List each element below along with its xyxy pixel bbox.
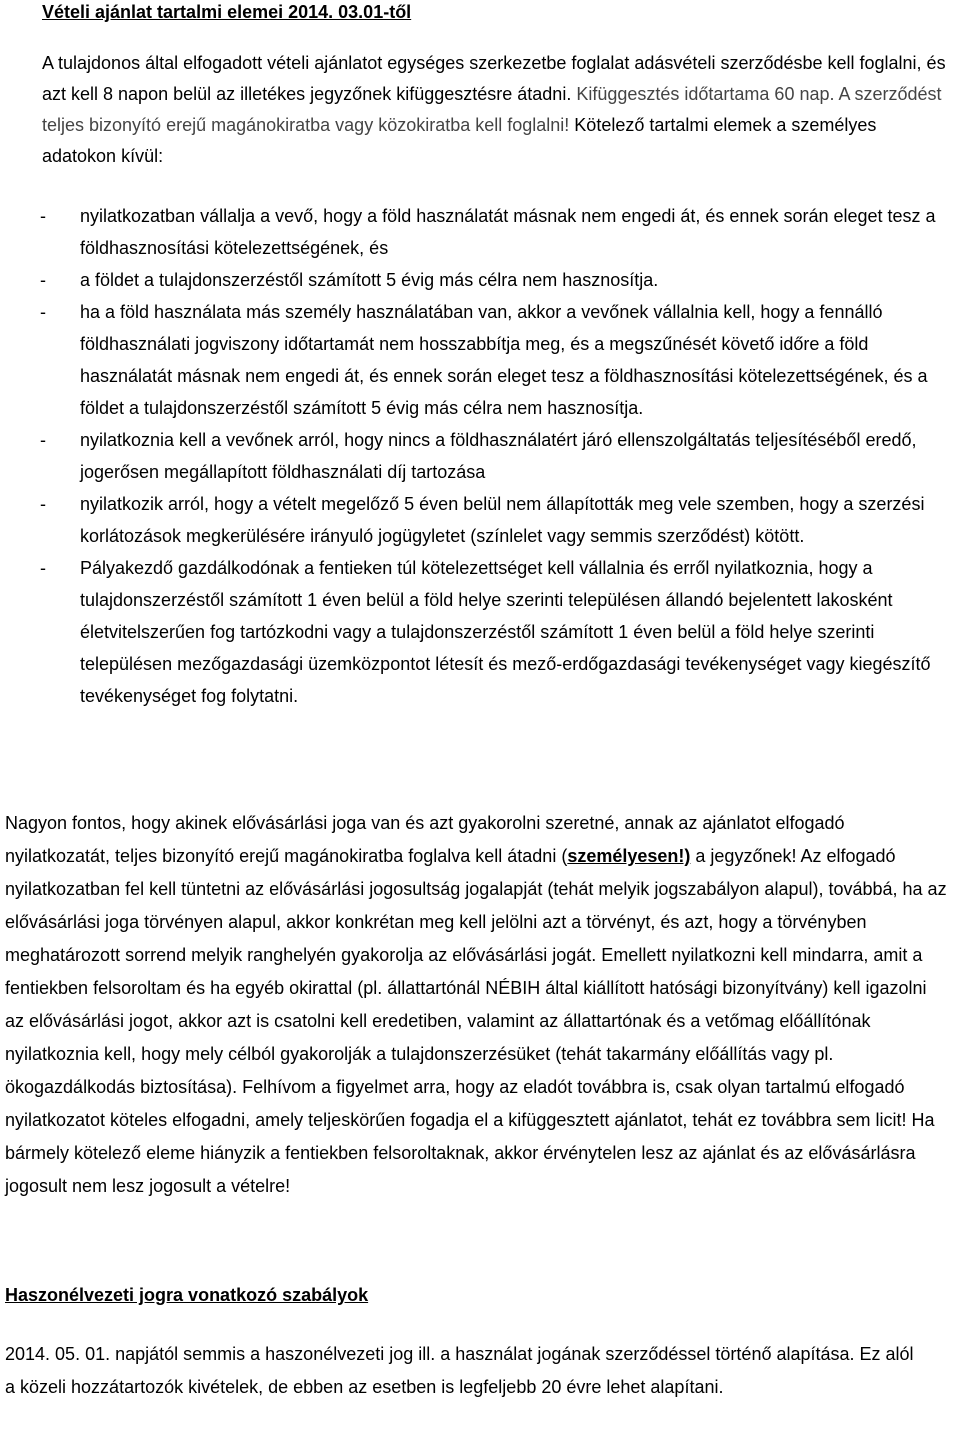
list-item-text: a földet a tulajdonszerzéstől számított 5 évig más célra nem hasznosítja. (80, 270, 659, 290)
bullet-dash: - (40, 206, 46, 226)
list-item-text: nyilatkozatban vállalja a vevő, hogy a föld használatát másnak nem engedi át, és ennek során eleget tesz a földhasznosítási kötelezettségének, és (80, 206, 936, 258)
list-item-text: Pályakezdő gazdálkodónak a fentieken túl kötelezettséget kell vállalnia és erről nyilatkoznia, hogy a tulajdonszerzéstől számított 1 éven belül a föld helye szerinti településen állandó bejelentett lakosként életvitelszerűen fog tartózkodni vagy a tulajdonszerzéstől számított 1 éven belül a föld helye szerinti településen mezőgazdasági üzemközpontot létesít és mező-erdőgazdasági tevékenységet vagy kiegészítő tevékenységet fog folytatni. (80, 558, 931, 706)
list-item-text: ha a föld használata más személy használatában van, akkor a vevőnek vállalnia kell, hogy a fennálló földhasználati jogviszony időtartamát nem hosszabbítja meg, és a megszűnését követő időre a föld használatát másnak nem engedi át, és ennek során eleget tesz a földhasznosítási kötelezettségének, és a földet a tulajdonszerzéstől számított 5 évig más célra nem hasznosítja. (80, 302, 928, 418)
intro-text-1: A tulajdonos által elfogadott vételi ajánlatot egységes szerkezetbe foglalat adásvételi szerződésbe kell foglalni, és azt kell 8 napon belül az illetékes jegyzőnek kifüggesztésre átadni. (42, 53, 946, 104)
list-item (40, 488, 960, 552)
bullet-dash: - (40, 302, 46, 322)
note-text-1: Nagyon fontos, hogy akinek elővásárlási joga van és azt gyakorolni szeretné, annak az ajánlatot elfogadó nyilatkozatát, teljes bizonyító erejű magánokiratba foglalva kell átadni ( (5, 813, 845, 866)
list-item (40, 552, 960, 712)
intro-text-2: Kifüggesztés időtartama 60 nap. A szerződést teljes bizonyító erejű magánokiratba vagy közokiratba kell foglalni! (42, 84, 942, 135)
bullet-dash: - (40, 494, 46, 514)
intro-paragraph (42, 48, 947, 172)
list-item (40, 296, 960, 424)
list-item (40, 264, 960, 296)
note-emphasis: személyesen!) (567, 846, 691, 866)
final-paragraph: 2014. 05. 01. napjától semmis a haszonélvezeti jog ill. a használat jogának szerződéssel történő alapítása. Ez alól a közeli hozzátartozók kivételek, de ebben az esetben is legfeljebb 20 évre lehet alapítani. (5, 1344, 914, 1397)
bullet-dash: - (40, 430, 46, 450)
intro-text-3: Kötelező tartalmi elemek a személyes adatokon kívül: (42, 115, 877, 166)
section-heading: Haszonélvezeti jogra vonatkozó szabályok (5, 1285, 369, 1305)
document-title: Vételi ajánlat tartalmi elemei 2014. 03.01-től (42, 2, 412, 22)
note-text-2: a jegyzőnek! Az elfogadó nyilatkozatban fel kell tüntetni az elővásárlási jogosultság jogalapját (tehát melyik jogszabályon alapul), továbbá, ha az elővásárlási joga törvényen alapul, akkor konkrétan meg kell jelölni azt a törvényt, és azt, hogy a törvényben meghatározott sorrend melyik ranghelyén gyakorolja az elővásárlási jogát. Emellett nyilatkozni kell mindarra, amit a fentiekben felsoroltam és ha egyéb okirattal (pl. állattartónál NÉBIH által kiállított hatósági bizonyítvány) kell igazolni az elővásárlási jogot, akkor azt is csatolni kell eredetiben, valamint az állattartónak és a vetőmag előállítónak nyilatkoznia kell, hogy mely célból gyakorolják a tulajdonszerzésüket (tehát takarmány előállítás vagy pl. ökogazdálkodás biztosítása). Felhívom a figyelmet arra, hogy az eladót továbbra is, csak olyan tartalmú elfogadó nyilatkozatot köteles elfogadni, amely teljeskörűen fogadja el a kifüggesztett ajánlatot, tehát ez továbbra sem licit! Ha bármely kötelező eleme hiányzik a fentiekben felsoroltaknak, akkor érvénytelen lesz az ajánlat és az elővásárlásra jogosult nem lesz jogosult a vételre! (5, 846, 947, 1196)
bullet-dash: - (40, 270, 46, 290)
list-item (40, 200, 960, 264)
requirements-list (40, 200, 960, 712)
bullet-dash: - (40, 558, 46, 578)
list-item-text: nyilatkoznia kell a vevőnek arról, hogy nincs a földhasználatért járó ellenszolgáltatás teljesítéséből eredő, jogerősen megállapított földhasználati díj tartozása (80, 430, 917, 482)
list-item-text: nyilatkozik arról, hogy a vételt megelőző 5 éven belül nem állapították meg vele szemben, hogy a szerzési korlátozások megkerülésére irányuló jogügyletet (színlelet vagy semmis szerződést) kötött. (80, 494, 925, 546)
important-note-paragraph (5, 807, 950, 1203)
list-item (40, 424, 960, 488)
